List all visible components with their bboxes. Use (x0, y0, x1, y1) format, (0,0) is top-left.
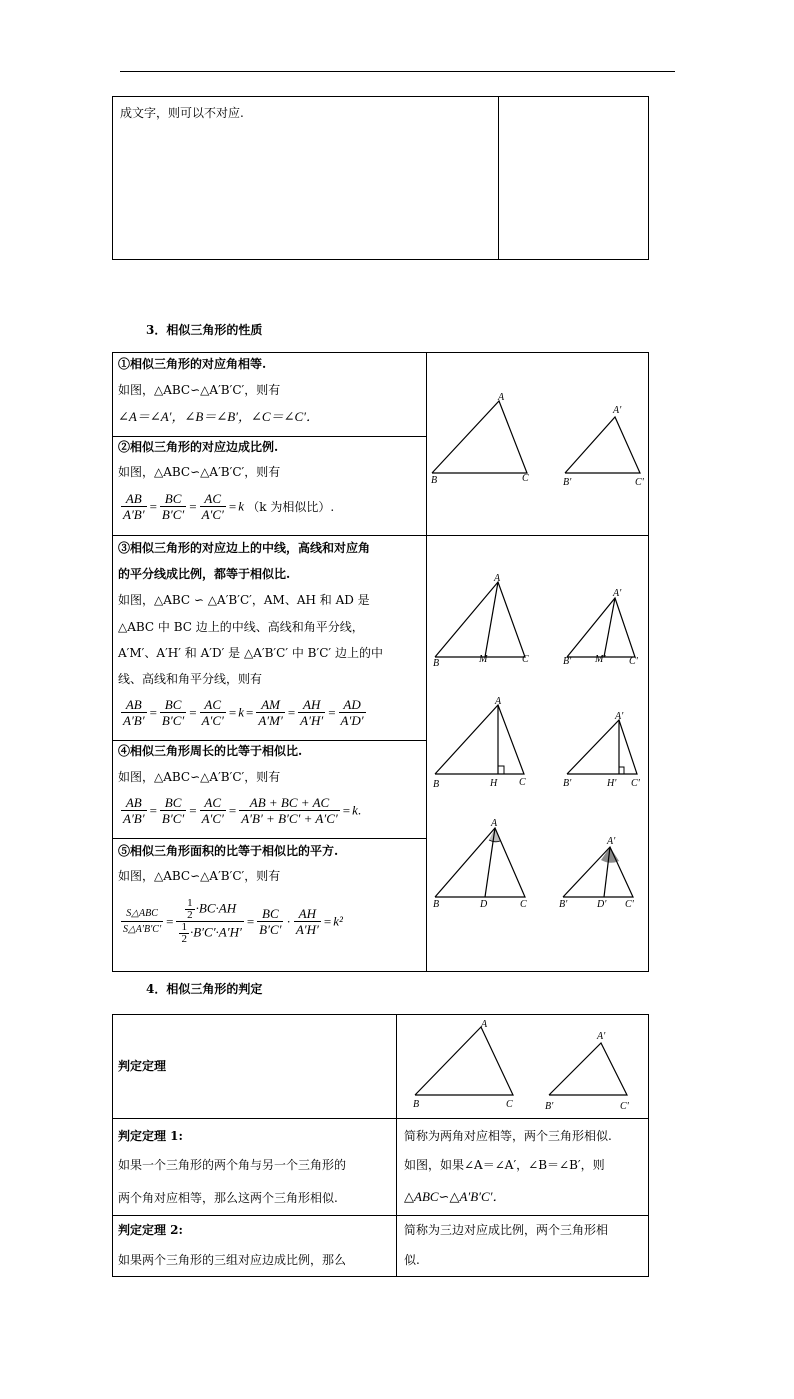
svg-text:M': M' (595, 654, 606, 665)
fraction: $\frac{AB}{A'B'}$ (123, 697, 145, 728)
svg-text:C': C' (620, 1101, 629, 1112)
criterion-2-note2: 似. (404, 1253, 420, 1267)
property-3-equation: $\frac{AB}{A'B'}$ = $\frac{BC}{B'C'}$ = $\frac{AC}{A'C'}$ = k = $\frac{AM}{A'M'}$ = $\frac{AH}{A'H'}$ = $\frac{AD}{A'D'}$ (123, 697, 364, 728)
fraction: $\frac{AM}{A'M'}$ (258, 697, 283, 728)
svg-text:H': H' (607, 778, 617, 789)
fraction: $\frac{AB}{A'B'}$ (123, 491, 145, 522)
label-C: C (522, 473, 529, 484)
area-fraction: $\frac{\text{S△ABC}}{S\triangle A'B'C'}$ (123, 908, 162, 935)
property-1-line1: 如图，△ABC∽△A′B′C′，则有 (118, 383, 281, 397)
property-3-line4: 线、高线和角平分线，则有 (118, 672, 263, 686)
criteria-header-label: 判定定理 (118, 1059, 167, 1073)
criteria-row-divider-1 (112, 1118, 649, 1119)
label-C-prime: C' (635, 477, 644, 488)
header-rule (120, 71, 675, 72)
fraction: $\frac{AB + BC + AC}{A'B' + B'C' + A'C'}$ (241, 795, 338, 826)
criterion-2-note1: 简称为三边对应成比例，两个三角形相 (404, 1223, 609, 1237)
svg-text:H: H (490, 778, 498, 789)
criterion-1-title: 判定定理 1: (118, 1129, 183, 1143)
property-2-title: ②相似三角形的对应边成比例. (118, 440, 279, 454)
label-A-prime: A' (613, 405, 622, 416)
fraction: $\frac{AC}{A'C'}$ (201, 697, 224, 728)
criterion-1-note2: 如图，如果∠A＝∠A′，∠B＝∠B′，则 (404, 1158, 605, 1172)
property-1-line2: ∠A＝∠A′，∠B＝∠B′，∠C＝∠C′． (118, 409, 319, 424)
row-divider-4 (112, 838, 426, 839)
fraction: $\frac{AB}{A'B'}$ (123, 795, 145, 826)
svg-text:C': C' (625, 899, 634, 910)
property-3-line1: 如图，△ABC ∽ △A′B′C′，AM、AH 和 AD 是 (118, 593, 370, 607)
fraction: $\frac{AC}{A'C'}$ (201, 795, 224, 826)
criterion-1-note1: 简称为两角对应相等，两个三角形相似. (404, 1129, 612, 1143)
property-3-title-1: ③相似三角形的对应边上的中线，高线和对应角 (118, 541, 371, 555)
svg-text:B: B (433, 899, 440, 910)
fraction: $\frac{BC}{B'C'}$ (161, 491, 185, 522)
continuation-table (112, 96, 649, 260)
row-divider-3 (112, 740, 426, 741)
svg-text:A: A (494, 573, 501, 584)
property-3-line2: △ABC 中 BC 边上的中线、高线和角平分线， (118, 620, 364, 634)
property-2-equation: $\frac{AB}{A'B'}$ = $\frac{BC}{B'C'}$ = $\frac{AC}{A'C'}$ = k （k 为相似比）. (123, 491, 335, 522)
half-product-fraction: $\frac{1}{2}$ ·BC·AH $\frac{1}{2}$ ·B′C′·A′H′ (176, 898, 243, 945)
property-5-title: ⑤相似三角形面积的比等于相似比的平方. (118, 844, 339, 858)
figure-median (427, 570, 648, 670)
figure-bisector (427, 812, 648, 912)
label-B: B (431, 475, 438, 486)
svg-text:C: C (522, 654, 529, 665)
svg-text:C': C' (629, 656, 638, 667)
property-3-title-2: 的平分线成比例，都等于相似比. (118, 567, 291, 581)
property-3-line3: A′M′、A′H′ 和 A′D′ 是 △A′B′C′ 中 B′C′ 边上的中 (118, 646, 383, 660)
property-1-title: ①相似三角形的对应角相等. (118, 357, 267, 371)
svg-text:C: C (506, 1099, 513, 1110)
fraction: $\frac{AH}{A'H'}$ (300, 697, 324, 728)
fraction: $\frac{AD}{A'D'}$ (340, 697, 364, 728)
figure-altitude (427, 690, 648, 790)
continuation-text: 成文字，则可以不对应. (120, 106, 244, 120)
criterion-1-line1: 如果一个三角形的两个角与另一个三角形的 (118, 1158, 347, 1172)
row-divider-2 (112, 535, 649, 536)
svg-text:A': A' (607, 836, 616, 847)
section-4-heading: 4．相似三角形的判定 (146, 982, 263, 996)
property-4-line1: 如图，△ABC∽△A′B′C′，则有 (118, 770, 281, 784)
label-A: A (498, 392, 505, 403)
label-B-prime: B' (563, 477, 572, 488)
figure-criteria-triangles (397, 1015, 648, 1117)
svg-text:C: C (519, 777, 526, 788)
fraction: $\frac{BC}{B'C'}$ (161, 795, 185, 826)
triangle-abc (432, 401, 527, 473)
continuation-table-divider (498, 96, 499, 260)
property-4-equation: $\frac{AB}{A'B'}$ = $\frac{BC}{B'C'}$ = $\frac{AC}{A'C'}$ = $\frac{AB + BC + AC}{A'B' + B'C' + A'C'}$ = k. (123, 795, 362, 826)
property-2-line1: 如图，△ABC∽△A′B′C′，则有 (118, 465, 281, 479)
svg-text:C': C' (631, 778, 640, 789)
property-4-title: ④相似三角形周长的比等于相似比. (118, 744, 303, 758)
svg-text:B': B' (545, 1101, 554, 1112)
fraction: $\frac{AC}{A'C'}$ (201, 491, 224, 522)
svg-text:B: B (433, 779, 440, 790)
criterion-2-line1: 如果两个三角形的三组对应边成比例，那么 (118, 1253, 347, 1267)
svg-text:B: B (413, 1099, 420, 1110)
svg-text:B': B' (559, 899, 568, 910)
criterion-1-note3: △ABC∽△A′B′C′． (404, 1189, 506, 1204)
criterion-2-title: 判定定理 2: (118, 1223, 183, 1237)
svg-text:A': A' (597, 1031, 606, 1042)
svg-text:C: C (520, 899, 527, 910)
fraction: $\frac{BC}{B'C'}$ (259, 906, 282, 937)
criteria-row-divider-2 (112, 1215, 649, 1216)
svg-text:A: A (495, 696, 502, 707)
fraction: $\frac{AH}{A'H'}$ (295, 906, 319, 937)
property-5-line1: 如图，△ABC∽△A′B′C′，则有 (118, 869, 281, 883)
fraction: $\frac{BC}{B'C'}$ (161, 697, 185, 728)
svg-text:A: A (491, 818, 498, 829)
triangle-abc-prime (565, 417, 640, 473)
svg-text:B: B (433, 658, 440, 669)
figure-similar-triangles (427, 353, 648, 535)
svg-text:M: M (479, 654, 488, 665)
criterion-1-line2: 两个角对应相等，那么这两个三角形相似. (118, 1191, 338, 1205)
svg-text:B': B' (563, 656, 572, 667)
svg-text:D: D (480, 899, 488, 910)
row-divider-1 (112, 436, 426, 437)
section-3-heading: 3．相似三角形的性质 (146, 323, 263, 337)
svg-text:A': A' (615, 711, 624, 722)
svg-text:A: A (481, 1019, 488, 1030)
svg-text:D': D' (597, 899, 607, 910)
svg-text:B': B' (563, 778, 572, 789)
property-5-equation: $\frac{\text{S△ABC}}{S\triangle A'B'C'}$ = $\frac{1}{2}$ ·BC·AH $\frac{1}{2}$ ·B′C′·A′H′ = $\frac{BC}{B'C'}$ · $\frac{AH}{A'H'}$ = k² (123, 897, 343, 945)
svg-text:A': A' (613, 588, 622, 599)
